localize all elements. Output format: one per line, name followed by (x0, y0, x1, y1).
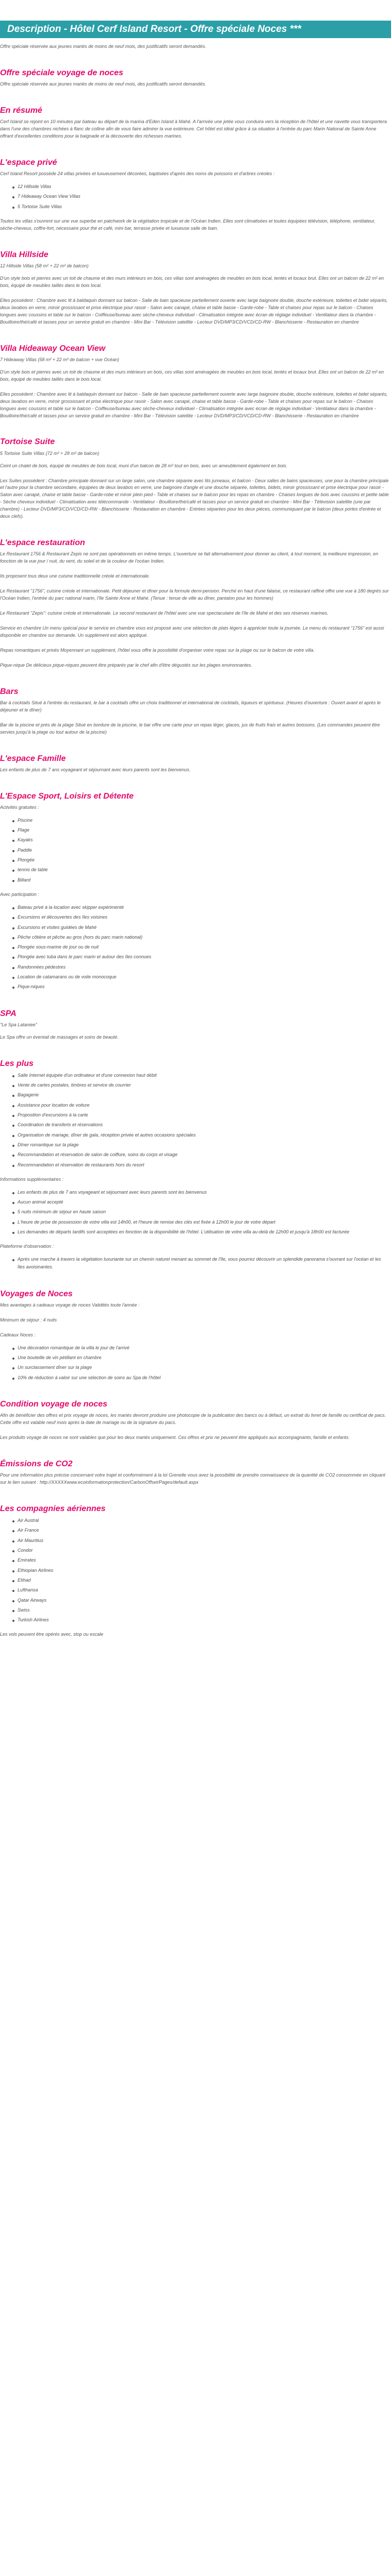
list-item: Billard (12, 876, 389, 884)
list-item: Piscine (12, 817, 389, 824)
list-item: Pêche côtière et pêche au gros (hors du parc marin national) (12, 934, 389, 941)
section-title-emissions: Émissions de CO2 (0, 1459, 73, 1468)
list-item: Une bouteille de vin pétillant en chambre (12, 1354, 389, 1362)
hideaway-text-2: Elles possèdent : Chambre avec lit à baldaquin donnant sur balcon - Salle de bain spacieuse partiellement ouverte avec large baignoire double, douche extérieure, toilettes et bidet séparés, deux lavabos en verre, miroir grossissant et prise électrique pour rasoir - Salon avec canapé, chaise et table basse - Garde-robe - Table et chaises pour repas sur le balcon - Chaises longues avec coussins et table sur le balcon - Coiffeuse/bureau avec sèche-cheveux individuel - Climatisation intégrée avec écran de réglage individuel - Ventilateur dans la chambre - Bouilloire/thé/café et tasses pour un service gratuit en chambre - Mini Bar - Télévision satellite - Lecteur DVD/MP3/CD/VCD/CD-RW - Blanchisserie - Restauration en chambre (0, 391, 388, 418)
list-item: Air Austral (12, 1517, 389, 1524)
list-item: Dîner romantique sur la plage (12, 1141, 389, 1149)
section-title-hillside: Villa Hillside (0, 250, 48, 259)
gifts-list (0, 1344, 389, 1382)
list-item: Coordination de transferts et réservations (12, 1121, 389, 1129)
list-item: 12 Hillside Villas (12, 183, 389, 191)
list-item: Plongée avec tuba dans le parc marin et autour des îles connues (12, 953, 389, 961)
list-item: Randonnées pédestres (12, 963, 389, 971)
condition-text-2: Les produits voyage de noces ne sont valables que pour les deux mariés uniquement. Ces offres et prix ne peuvent être appliqués aux accompagnants, famille et enfants. (0, 1435, 350, 1440)
list-item: tennis de table (12, 866, 389, 874)
list-item: 5 nuits minimum de séjour en haute saison (12, 1208, 389, 1216)
bars-text-1: Bar à cocktails Situé à l'entrée du restaurant, le bar à cocktails offre un choix traditionnel et international de cocktails, liqueurs et spiritueux. (Heures d'ouverture : Ouvert avant et après le déjeuner et le dîner) (0, 700, 381, 713)
plus-list (0, 1072, 389, 1169)
section-title-condition: Condition voyage de noces (0, 1399, 108, 1409)
restauration-text-6: Repas romantiques et privés Moyennant un supplément, l'hôtel vous offre la possibilité d'organiser votre repas sur la plage ou sur le balcon de votre villa. (0, 647, 315, 653)
airlines-list (0, 1517, 389, 1624)
list-item: Air Mauritius (12, 1537, 389, 1545)
free-activities-list (0, 817, 389, 884)
emissions-text: Pour une information plus précise concernant votre trajet et conformément à la loi Grenelle vous avez la possibilité de prendre connaissance de la quantité de CO2 consommée en cliquant sur le lien suivant : http://XXXXXwww.ecoinformationprotection/CarbonOffset/Pages/default.aspx (0, 1472, 385, 1485)
list-item: 10% de réduction à valoir sur une sélection de soins au Spa de l'hôtel (12, 1374, 389, 1382)
list-item: Lufthansa (12, 1586, 389, 1594)
list-item: Proposition d'excursions à la carte (12, 1111, 389, 1119)
list-item: Plongée sous-marine de jour ou de nuit (12, 943, 389, 951)
hillside-subtitle: 12 Hillside Villas (58 m² + 22 m² de balcon) (0, 263, 89, 269)
list-item: Etihad (12, 1577, 389, 1584)
list-item: Plongée (12, 856, 389, 864)
list-item: Kayaks (12, 836, 389, 844)
restauration-text-1: Le Restaurant 1756 & Restaurant Zepis ne sont pas opérationnels en même temps. L'ouverture se fait alternativement pour donner au client, à tout moment, la meilleure impression, en fonction de la vue jour / nuit, du vent, du soleil et de la couleur de l'océan Indien. (0, 551, 379, 564)
platform-list (0, 1256, 389, 1272)
list-item: Condor (12, 1547, 389, 1554)
list-item: 5 Tortoise Suite Villas (12, 203, 389, 211)
list-item: Les enfants de plus de 7 ans voyageant et séjournant avec leurs parents sont les bienvenus (12, 1189, 389, 1196)
tortoise-subtitle: 5 Tortoise Suite Villas (72 m² + 28 m² de balcon) (0, 450, 100, 456)
villa-type-list (0, 183, 389, 211)
list-item: Aucun animal accepté (12, 1198, 389, 1206)
list-item: Paddle (12, 846, 389, 854)
restauration-text-7: Pique-nique De délicieux pique-niques peuvent être préparés par le chef afin d'être dégustés sur les plages environnantes. (0, 662, 253, 668)
list-item: Salle Internet équipée d'un ordinateur et d'une connexion haut débit (12, 1072, 389, 1079)
list-item: Les demandes de départs tardifs sont acceptées en fonction de la disponibilité de l'hôtel. L'utilisation de votre villa au-delà de 12h00 et jusqu'à 18h00 est facturée (12, 1228, 389, 1236)
condition-text-1: Afin de bénéficier des offres et prix voyage de noces, les mariés devront produire une photocopie de la publication des bancs ou à défaut, un extrait du livret de famille ou certificat de pacs. Cette offre est valable neuf mois après la date de mariage ou de la signature du pacs. (0, 1413, 386, 1426)
list-item: Emirates (12, 1556, 389, 1564)
hideaway-text-1: D'un style bois et pierres avec un toit de chaume et des murs intérieurs en bois, ces villas sont aménagées de meubles en bois local, tentés et locaux brut. Elles ont un balcon de 22 m² en bois, équipé de meubles taillés dans le bois local. (0, 369, 384, 382)
bars-text-2: Bar de la piscine et prés de la plage Situé en bordure de la piscine, le bar offre une carte pour un repas léger, glaces, jus de fruits frais et autres boissons. (Les commandes peuvent être servies jusqu'à la plage ou tout autour de la piscine) (0, 722, 380, 735)
list-item: Organisation de mariage, dîner de gala, réception privée et autres occasions spéciales (12, 1131, 389, 1139)
section-title-hideaway: Villa Hideaway Ocean View (0, 344, 106, 353)
spa-subtitle: "Le Spa Lataniee" (0, 1022, 37, 1027)
list-item: Swiss (12, 1606, 389, 1614)
offre-text: Offre spéciale réservée aux jeunes mariés de moins de neuf mois, des justificatifs seront demandés. (0, 81, 206, 87)
section-title-restauration: L'espace restauration (0, 538, 85, 548)
voyage-gifts-label: Cadeaux Noces : (0, 1332, 36, 1337)
hillside-text-1: D'un style bois et pierres avec un toit de chaume et des murs intérieurs en bois, ces villas sont aménagées de meubles en bois local, tentés et locaux brut. Elles ont un balcon de 22 m² en bois, équipé de meubles taillés dans le bois local. (0, 276, 384, 289)
section-title-tortoise: Tortoise Suite (0, 437, 55, 447)
info-label: Informations supplémentaires : (0, 1176, 64, 1182)
list-item: Après une marche à travers la végétation luxuriante sur un chemin naturel menant au sommet de l'île, vous pourrez découvrir un splendide panorama s'ouvrant sur l'océan et les îles avoisinantes. (12, 1256, 389, 1272)
spa-text: Le Spa offre un éventail de massages et soins de beauté. (0, 1034, 119, 1040)
intro-text: Offre spéciale réservée aux jeunes mariés de moins de neuf mois, des justificatifs seront demandés. (0, 44, 206, 49)
restauration-text-4: Le Restaurant "Zepis": cuisine créole et internationale. Le second restaurant de l'hôtel avec une vue spectaculaire de l'île de Mahé et des ses réserves marines. (0, 611, 329, 616)
list-item: Ethiopian Airlines (12, 1567, 389, 1574)
list-item: 7 Hideaway Ocean View Villas (12, 193, 389, 200)
restauration-text-3: Le Restaurant "1756", cuisine créole et internationale. Petit déjeuner et dîner pour la formule demi-pension. Perché en haut d'une falaise, ce restaurant raffiné offre une vue à 180 degrés sur l'Océan Indien, l'entrée du parc national marin, l'île Sainte Anne et Mahé. (Tenue : tenue de ville au dîner, pantalon pour les hommes) (0, 588, 389, 601)
section-title-spa: SPA (0, 1009, 17, 1018)
section-title-resume: En résumé (0, 106, 42, 115)
famille-text: Les enfants de plus de 7 ans voyageant et séjournant avec leurs parents sont les bienvenus. (0, 767, 191, 772)
main-content (0, 43, 391, 1638)
list-item: Air France (12, 1527, 389, 1534)
list-item: Bagagerie (12, 1091, 389, 1099)
tortoise-text-2: Les Suites possèdent : Chambre principale donnant sur un large salon, une chambre séparée avec lits jumeaux, et balcon - Deux salles de bains spacieuses, une pour la chambre principale et l'autre pour la chambre secondaire, équipées de deux lavabos en verre, une baignoire d'angle et une douche séparée, toilettes, bidets, miroir grossissant et prise électrique pour rasoir - Salon avec canapé, chaise et table basse - Garde-robe et miroir plein pied - Table et chaises sur le balcon pour les repas en chambre - Chaises longues de bois avec coussins et petite table - Sèche cheveux individuel - Climatisation avec télécommande - Ventilateur - Bouilloire/thé/café et tasses pour un service gratuit en chambre - Mini Bar - Télévision satellite (une par chambre) - Lecteur DVD/MP3/CD/VCD/CD-RW - Blanchisserie - Restauration en chambre - Entrées séparées pour les deux pièces, communiquant par le balcon (deux portes d'entrée et deux clefs). (0, 478, 389, 519)
list-item: Pique-niques (12, 983, 389, 991)
section-title-prive: L'espace privé (0, 158, 57, 167)
paid-activities-list (0, 904, 389, 991)
sport-free-label: Activités gratuites : (0, 804, 39, 810)
section-title-offre: Offre spéciale voyage de noces (0, 68, 123, 77)
list-item: L'heure de prise de possession de votre villa est 14h00, et l'heure de remise des clés est fixée à 12h00 le jour de votre départ (12, 1218, 389, 1226)
hillside-text-2: Elles possèdent : Chambre avec lit à baldaquin donnant sur balcon - Salle de bain spacieuse partiellement ouverte avec large baignoire double, douche extérieure, toilettes et bidet séparés, deux lavabos en verre, miroir grossissant et prise électrique pour rasoir - Salon avec canapé, chaise et table basse - Garde-robe - Table et chaises pour repas sur le balcon - Chaises longues avec coussins et table sur le balcon - Coiffeuse/bureau avec sèche-cheveux individuel - Climatisation intégrée avec écran de réglage individuel - Ventilateur dans la chambre - Bouilloire/thé/café et tasses pour un service gratuit en chambre - Mini Bar - Télévision satellite - Lecteur DVD/MP3/CD/VCD/CD-RW - Blanchisserie - Restauration en chambre (0, 297, 388, 325)
resume-text: Cerf Island se rejoint en 10 minutes par bateau au départ de la marina d'Eden Island à Mahé. A l'arrivée une jetée vous conduira vers la réception de l'hôtel et une navette vous transportera dans l'une des chambres nichées à flanc de colline afin de vous faire admirer la vue extérieure. Cet hôtel est idéal grâce à sa situation à l'entrée du parc Marin National de Sainte Anne offrant d'excellentes conditions pour la baignade et la découverte des richesses marines. (0, 119, 387, 139)
list-item: Excursions et découvertes des îles voisines (12, 913, 389, 921)
section-title-sport: L'Espace Sport, Loisirs et Détente (0, 791, 134, 801)
section-title-voyage: Voyages de Noces (0, 1289, 73, 1298)
section-title-plus: Les plus (0, 1059, 34, 1068)
section-title-bars: Bars (0, 687, 19, 696)
list-item: Un surclassement dîner sur la plage (12, 1364, 389, 1371)
voyage-text-1: Mes avantages à cadeaux voyage de noces Validités toute l'année : (0, 1302, 140, 1308)
tortoise-text-1: Ceint un chalet de bois, équipé de meubles de bois local, muni d'un balcon de 28 m² tout en bois, avec un ameublement également en bois. (0, 463, 288, 468)
section-title-famille: L'espace Famille (0, 754, 66, 763)
sport-paid-label: Avec participation : (0, 891, 39, 897)
info-list (0, 1189, 389, 1236)
restauration-text-5: Service en chambre Un menu spécial pour le service en chambre vous est proposé avec une sélection de plats légers à apprécier toute la journée. Le menu du restaurant "1756" est aussi disponible en chambre sur demande. Un supplément est alors appliqué. (0, 625, 384, 638)
list-item: Assistance pour location de voiture (12, 1101, 389, 1109)
hideaway-subtitle: 7 Hideaway Villas (58 m² + 22 m² de balcon + vue Océan) (0, 357, 119, 362)
section-title-compagnies: Les compagnies aériennes (0, 1504, 106, 1513)
list-item: Bateau privé à la location avec skipper expérimenté (12, 904, 389, 911)
list-item: Excursions et visites guidées de Mahé (12, 924, 389, 931)
list-item: Qatar Airways (12, 1597, 389, 1604)
prive-text-2: Toutes les villas s'ouvrent sur une vue superbe en patchwork de la végétation tropicale et de l'Océan Indien. Elles sont climatisées et toutes équipées télévision, téléphone, ventilateur, sèche-cheveux, coffre-fort, nécessaire pour thé et café, mini bar, terrasse privée et luxueuse salle de bain. (0, 218, 376, 231)
list-item: Recommandation et réservation de salon de coiffure, soins du corps et visage (12, 1151, 389, 1159)
voyage-text-2: Minimum de séjour : 4 nuits (0, 1317, 57, 1323)
list-item: Location de catamarans ou de voile monocoque (12, 973, 389, 981)
prive-text: Cerf Island Resort possède 24 villas privées et luxueusement décorées, baptisées d'après des noms de poissons et d'arbres créoles : (0, 171, 275, 177)
list-item: Vente de cartes postales, timbres et service de courrier (12, 1081, 389, 1089)
restauration-text-2: Ils proposent tous deux une cuisine traditionnelle créole et internationale. (0, 573, 150, 579)
airlines-footer: Les vols peuvent être opérés avec, stop ou escale (0, 1632, 104, 1637)
list-item: Recommandation et réservation de restaurants hors du resort (12, 1161, 389, 1169)
page-banner: Description - Hôtel Cerf Island Resort - Offre spéciale Noces *** (0, 21, 391, 38)
list-item: Une décoration romantique de la villa le jour de l'arrivé (12, 1344, 389, 1352)
list-item: Plage (12, 826, 389, 834)
list-item: Turkish Airlines (12, 1616, 389, 1624)
platform-label: Plateforme d'observation : (0, 1244, 54, 1249)
